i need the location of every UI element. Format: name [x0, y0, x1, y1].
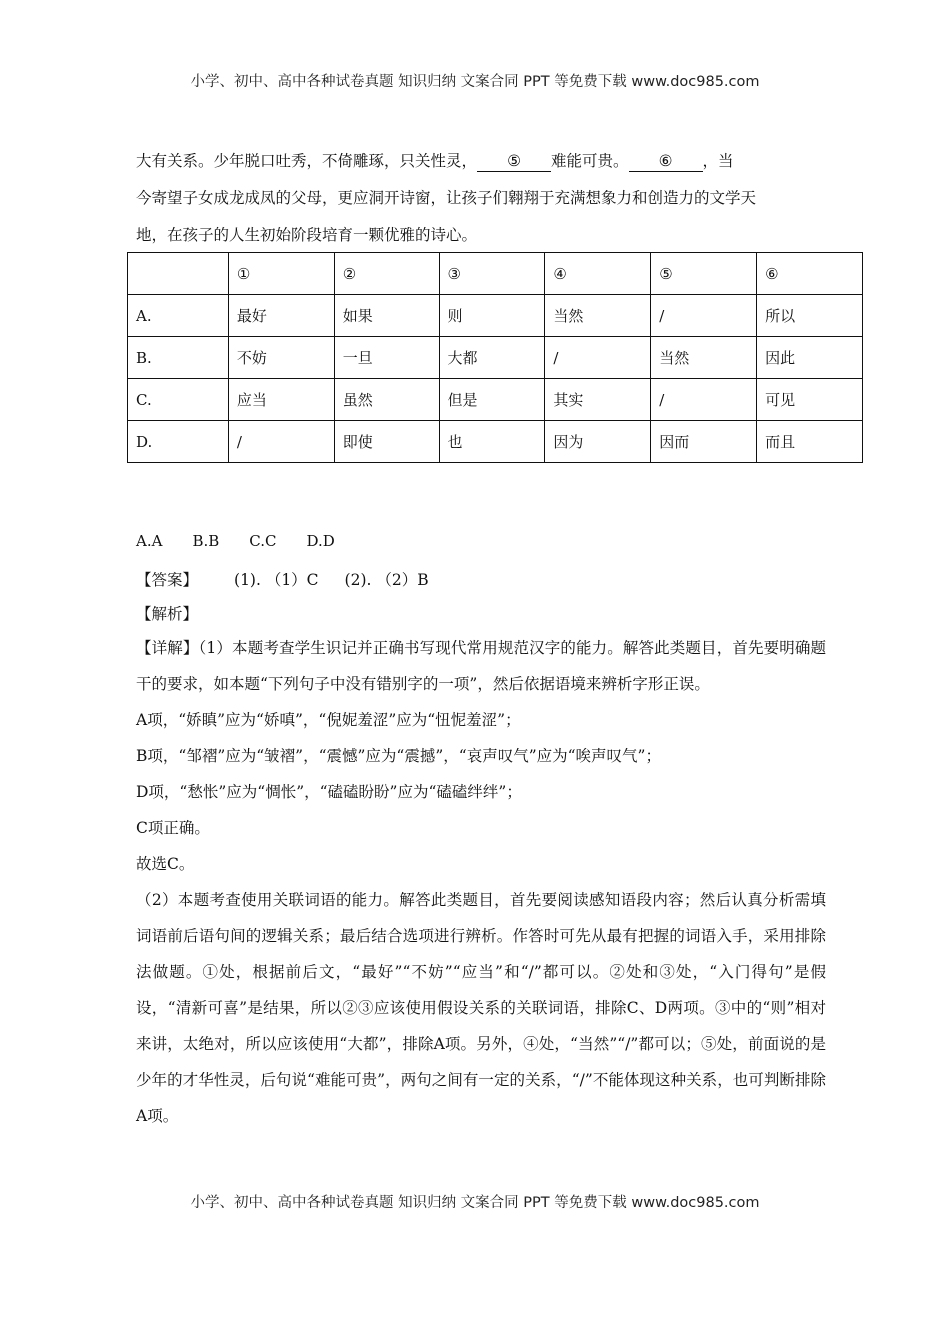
- table-cell: 一旦: [334, 337, 439, 379]
- detail-paragraph-1: [136, 630, 826, 702]
- table-cell: 但是: [439, 379, 545, 421]
- table-cell: 不妨: [228, 337, 334, 379]
- table-cell: /: [545, 337, 651, 379]
- table-row: [128, 379, 863, 421]
- choice-d[interactable]: D.D: [306, 532, 335, 550]
- table-cell: 虽然: [334, 379, 439, 421]
- detail-text: （1）本题考查学生识记并正确书写现代常用规范汉字的能力。解答此类题目，首先要明确题干的要求，如本题“下列句子中没有错别字的一项”，然后依据语境来辨析字形正误。: [136, 639, 826, 693]
- table-cell: ④: [545, 253, 651, 295]
- table-cell: /: [651, 295, 757, 337]
- blank-6: ⑥: [629, 151, 703, 172]
- table-cell: D.: [128, 421, 229, 463]
- passage-text: 大有关系。少年脱口吐秀，不倚雕琢，只关性灵，: [136, 152, 478, 170]
- table-header-row: [128, 253, 863, 295]
- table-cell: 因此: [757, 337, 863, 379]
- table-cell: 当然: [651, 337, 757, 379]
- table-cell: ②: [334, 253, 439, 295]
- table-row: [128, 337, 863, 379]
- table-cell: 当然: [545, 295, 651, 337]
- table-cell: 因为: [545, 421, 651, 463]
- passage-text: 难能可贵。: [551, 152, 629, 170]
- page-footer: 小学、初中、高中各种试卷真题 知识归纳 文案合同 PPT 等免费下载 www.doc985.com: [190, 1195, 760, 1211]
- table-cell: A.: [128, 295, 229, 337]
- answer-line: [136, 562, 826, 598]
- table-cell: 应当: [228, 379, 334, 421]
- answer-part-2: (2). （2）B: [344, 571, 429, 589]
- detail-section: [136, 630, 826, 1134]
- table-cell: 大都: [439, 337, 545, 379]
- table-cell: [128, 253, 229, 295]
- passage-line-3: 地，在孩子的人生初始阶段培育一颗优雅的诗心。: [136, 226, 478, 244]
- item-d: D项，“愁怅”应为“惆怅”，“磕磕盼盼”应为“磕磕绊绊”；: [136, 783, 522, 801]
- table-cell: 最好: [228, 295, 334, 337]
- table-cell: /: [228, 421, 334, 463]
- table-row: [128, 421, 863, 463]
- options-table: [127, 252, 863, 463]
- table-cell: 可见: [757, 379, 863, 421]
- table-row: [128, 295, 863, 337]
- pick-line: 故选C。: [136, 855, 195, 873]
- passage-line-1: [136, 143, 816, 180]
- table-cell: 如果: [334, 295, 439, 337]
- passage: [136, 143, 816, 254]
- choice-c[interactable]: C.C: [249, 532, 277, 550]
- table-cell: ⑤: [651, 253, 757, 295]
- item-a: A项，“娇瞋”应为“娇嗔”，“倪妮羞涩”应为“忸怩羞涩”；: [136, 711, 521, 729]
- table-cell: ①: [228, 253, 334, 295]
- table-cell: 即使: [334, 421, 439, 463]
- choice-a[interactable]: A.A: [136, 532, 163, 550]
- detail-paragraph-2: （2）本题考查使用关联词语的能力。解答此类题目，首先要阅读感知语段内容；然后认真分析需填词语前后语句间的逻辑关系；最后结合选项进行辨析。作答时可先从最有把握的词语入手，采用排除法做题。①处，根据前后文，“最好”“不妨”“应当”和“/”都可以。②处和③处，“入门得句”是假设，“清新可喜”是结果，所以②③应该使用假设关系的关联词语，排除C、D两项。③中的“则”相对来讲，太绝对，所以应该使用“大都”，排除A项。另外，④处，“当然”“/”都可以；⑤处，前面说的是少年的才华性灵，后句说“难能可贵”，两句之间有一定的关系，“/”不能体现这种关系，也可判断排除A项。: [136, 891, 826, 1125]
- table-cell: B.: [128, 337, 229, 379]
- table-cell: ⑥: [757, 253, 863, 295]
- detail-label: 【详解】: [136, 639, 199, 657]
- table-cell: 也: [439, 421, 545, 463]
- item-b: B项，“邹褶”应为“皱褶”，“震憾”应为“震撼”，“哀声叹气”应为“唉声叹气”；: [136, 747, 661, 765]
- answer-label: 【答案】: [136, 571, 199, 589]
- table-cell: 而且: [757, 421, 863, 463]
- analysis-label: 【解析】: [136, 605, 199, 623]
- item-c: C项正确。: [136, 819, 210, 837]
- table-cell: 因而: [651, 421, 757, 463]
- passage-line-2: 今寄望子女成龙成凤的父母，更应洞开诗窗，让孩子们翱翔于充满想象力和创造力的文学天: [136, 189, 757, 207]
- table-cell: 则: [439, 295, 545, 337]
- choice-b[interactable]: B.B: [192, 532, 220, 550]
- passage-text: ，当: [702, 152, 734, 170]
- table-cell: ③: [439, 253, 545, 295]
- table-cell: 所以: [757, 295, 863, 337]
- page-header: 小学、初中、高中各种试卷真题 知识归纳 文案合同 PPT 等免费下载 www.doc985.com: [190, 74, 760, 90]
- answer-part-1: (1). （1）C: [234, 571, 319, 589]
- blank-5: ⑤: [477, 151, 551, 172]
- table-cell: C.: [128, 379, 229, 421]
- choice-list: [136, 532, 365, 550]
- table-cell: 其实: [545, 379, 651, 421]
- table-cell: /: [651, 379, 757, 421]
